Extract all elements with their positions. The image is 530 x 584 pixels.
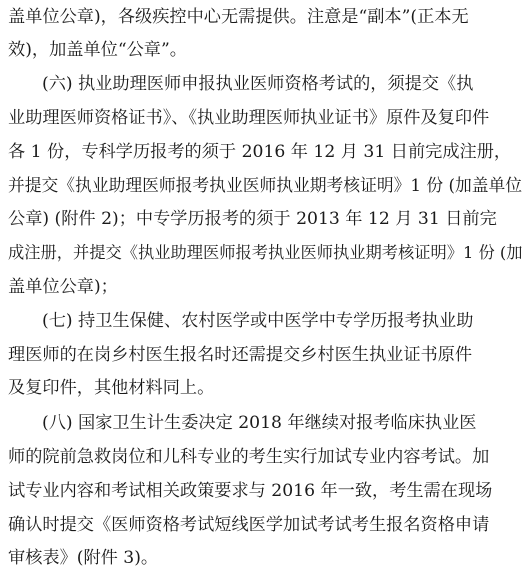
paragraph-6-heading-line: (六) 执业助理医师申报执业医师资格考试的，须提交《执 [42, 74, 474, 94]
text-line: 盖单位公章)； [8, 277, 118, 297]
text-line: 试专业内容和考试相关政策要求与 2016 年一致，考生需在现场 [8, 481, 493, 501]
text-line: 理医师的在岗乡村医生报名时还需提交乡村医生执业证书原件 [8, 345, 473, 365]
text-line: 业助理医师资格证书》、《执业助理医师执业证书》原件及复印件 [8, 108, 490, 128]
paragraph-7-heading-line: (七) 持卫生保健、农村医学或中医学中专学历报考执业助 [42, 311, 474, 331]
text-line: 并提交《执业助理医师报考执业医师执业期考核证明》1 份 (加盖单位 [8, 175, 523, 195]
text-line: 师的院前急救岗位和儿科专业的考生实行加试专业内容考试。加 [8, 447, 490, 467]
text-line: 盖单位公章)，各级疾控中心无需提供。注意是“副本”(正本无 [8, 7, 469, 27]
text-line: 各 1 份，专科学历报考的须于 2016 年 12 月 31 日前完成注册， [8, 142, 512, 162]
text-line: 公章) (附件 2)；中专学历报考的须于 2013 年 12 月 31 日前完 [8, 209, 497, 229]
text-line: 效)，加盖单位“公章”。 [8, 40, 187, 60]
text-line: 成注册，并提交《执业助理医师报考执业医师执业期考核证明》1 份 (加 [8, 243, 523, 262]
text-line: 审核表》(附件 3)。 [8, 548, 159, 568]
text-line: 确认时提交《医师资格考试短线医学加试考试考生报名资格申请 [8, 515, 490, 535]
paragraph-8-heading-line: (八) 国家卫生计生委决定 2018 年继续对报考临床执业医 [42, 413, 477, 433]
text-line: 及复印件，其他材料同上。 [8, 378, 215, 398]
